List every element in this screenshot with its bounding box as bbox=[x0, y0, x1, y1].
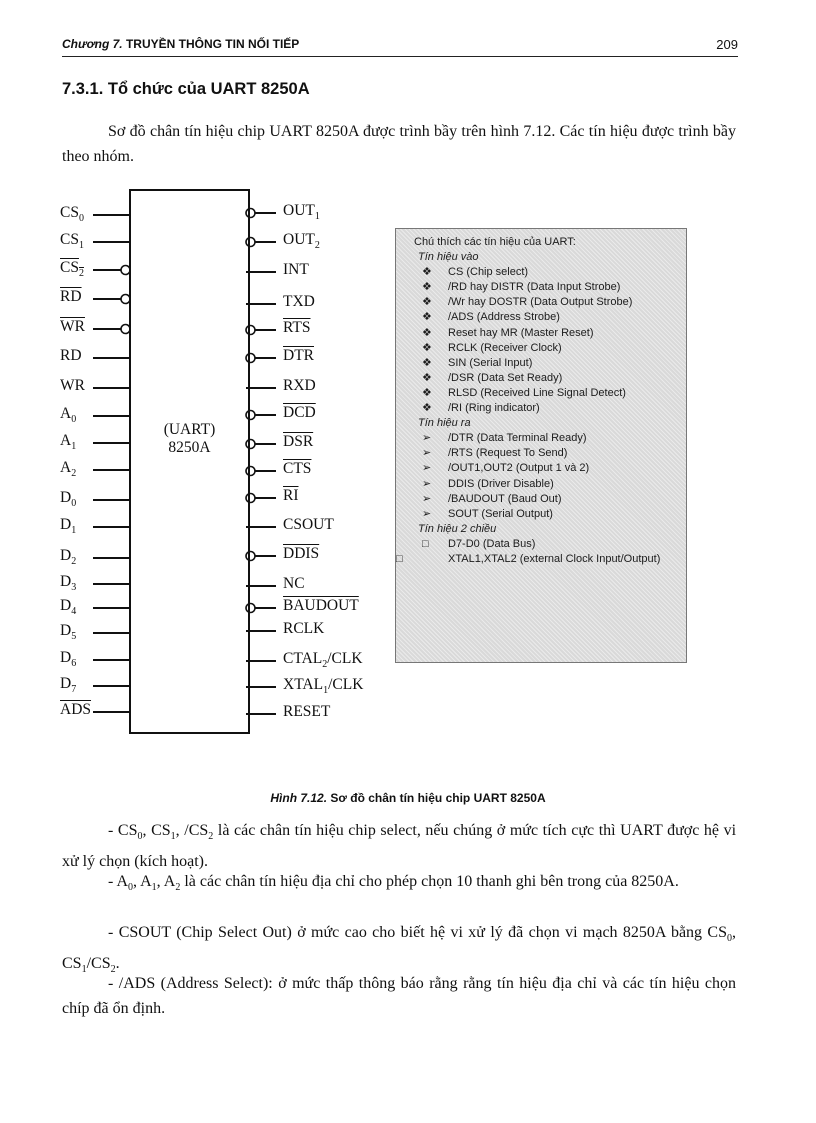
right-pin-label bbox=[283, 517, 334, 533]
pin-name: NC bbox=[283, 575, 305, 592]
left-pin-label bbox=[60, 623, 76, 645]
pin-name: D bbox=[60, 547, 72, 564]
left-pin-label bbox=[60, 517, 76, 539]
pin-subscript: 2 bbox=[78, 268, 84, 280]
left-pin-label bbox=[60, 289, 82, 305]
right-pin-label bbox=[283, 232, 320, 254]
right-pin-label bbox=[283, 677, 363, 699]
pin-name: D bbox=[60, 516, 72, 533]
caption-text: Sơ đồ chân tín hiệu chip UART 8250A bbox=[330, 791, 546, 805]
legend-bullet-icon: ❖ bbox=[422, 402, 432, 415]
right-pin-label bbox=[283, 651, 363, 673]
legend-text: D7-D0 (Data Bus) bbox=[448, 537, 536, 550]
legend-text: RCLK (Receiver Clock) bbox=[448, 341, 562, 354]
right-pin-label bbox=[283, 434, 313, 450]
legend-item bbox=[396, 371, 686, 386]
pin-name: WR bbox=[60, 377, 85, 394]
pin-subscript: 2 bbox=[314, 240, 320, 252]
subscript: 2 bbox=[110, 964, 116, 976]
legend-bullet-icon: ❖ bbox=[422, 371, 432, 384]
figure-caption bbox=[0, 791, 816, 805]
legend-item bbox=[396, 341, 686, 356]
legend-text: Tín hiệu 2 chiều bbox=[418, 522, 497, 535]
pin-name: D bbox=[60, 597, 72, 614]
left-pin-label bbox=[60, 319, 85, 335]
text-run: , A bbox=[133, 873, 152, 890]
left-pin-label bbox=[60, 702, 91, 718]
subscript: 0 bbox=[137, 831, 143, 843]
legend-bullet-icon: ➢ bbox=[422, 507, 432, 520]
legend-list bbox=[396, 235, 686, 567]
pin-name: A bbox=[60, 459, 72, 476]
legend-text: SOUT (Serial Output) bbox=[448, 507, 553, 520]
text-run: - CSOUT (Chip Select Out) ở mức cao cho biết hệ vi xử lý đã chọn vi mạch 8250A bằng CS bbox=[108, 924, 727, 941]
text-run: , /CS bbox=[175, 822, 209, 839]
legend-item bbox=[396, 265, 686, 280]
right-pin-label bbox=[283, 546, 319, 562]
text-run: . bbox=[115, 955, 120, 973]
chip-body bbox=[129, 189, 250, 734]
text-run: /CS bbox=[86, 955, 111, 973]
paragraph-cs bbox=[62, 818, 736, 874]
legend-group-label bbox=[396, 250, 686, 265]
legend-text: /RTS (Request To Send) bbox=[448, 447, 568, 460]
text-run: là các chân tín hiệu chip select, nếu chúng ở mức tích cực thì UART được hệ vi xử lý chọn (kích hoạt). bbox=[62, 822, 737, 871]
pin-name: A bbox=[60, 405, 72, 422]
pin-name: $\overline{DSR}$ bbox=[283, 433, 314, 450]
pin-subscript: 4 bbox=[71, 606, 77, 618]
legend-text: /BAUDOUT (Baud Out) bbox=[448, 492, 562, 505]
pin-suffix: /CLK bbox=[328, 676, 364, 693]
chip-name bbox=[131, 421, 248, 457]
page-number: 209 bbox=[716, 37, 738, 52]
right-pin-label bbox=[283, 378, 316, 394]
pin-subscript: 7 bbox=[71, 684, 77, 696]
pin-name: $\overline{DTR}$ bbox=[283, 347, 314, 364]
left-pin-label bbox=[60, 260, 84, 282]
right-pin-label bbox=[283, 405, 316, 421]
legend-bullet-icon: ❖ bbox=[422, 356, 432, 369]
pin-subscript: 3 bbox=[71, 582, 77, 594]
left-pin-label bbox=[60, 490, 76, 512]
left-pin-label bbox=[60, 598, 76, 620]
legend-bullet-icon: ➢ bbox=[422, 477, 432, 490]
pin-subscript: 2 bbox=[71, 556, 77, 568]
legend-bullet-icon: ❖ bbox=[422, 311, 432, 324]
legend-text: Chú thích các tín hiệu của UART: bbox=[414, 236, 576, 248]
legend-text: /Wr hay DOSTR (Data Output Strobe) bbox=[448, 296, 633, 309]
legend-bullet-icon: ➢ bbox=[422, 462, 432, 475]
legend-bullet-icon: □ bbox=[396, 552, 403, 565]
legend-text: /RD hay DISTR (Data Input Strobe) bbox=[448, 281, 621, 294]
pin-name: D bbox=[60, 649, 72, 666]
pin-name: CS bbox=[60, 204, 79, 221]
pin-subscript: 0 bbox=[71, 414, 77, 426]
pin-subscript: 1 bbox=[78, 240, 84, 252]
legend-item bbox=[396, 326, 686, 341]
legend-bullet-icon: ❖ bbox=[422, 281, 432, 294]
pin-name: DDIS bbox=[283, 545, 320, 562]
right-pin-label bbox=[283, 203, 320, 225]
legend-text: DDIS (Driver Disable) bbox=[448, 477, 554, 490]
pin-name: TXD bbox=[283, 293, 315, 310]
pin-name: OUT bbox=[283, 202, 315, 219]
pin-name: RD bbox=[60, 347, 82, 364]
chapter-name: TRUYỀN THÔNG TIN NỐI TIẾP bbox=[125, 37, 300, 51]
legend-text: SIN (Serial Input) bbox=[448, 356, 533, 369]
legend-bullet-icon: ❖ bbox=[422, 266, 432, 279]
legend-item bbox=[396, 492, 686, 507]
left-pin-label bbox=[60, 548, 76, 570]
pin-name: XTAL bbox=[283, 676, 324, 693]
legend-item bbox=[396, 507, 686, 522]
legend-item bbox=[396, 537, 686, 552]
pin-name: $\overline{WR}$ bbox=[60, 318, 85, 335]
legend-bullet-icon: ❖ bbox=[422, 326, 432, 339]
pin-name: RCLK bbox=[283, 620, 325, 637]
legend-text: /OUT1,OUT2 (Output 1 và 2) bbox=[448, 462, 590, 475]
pin-suffix: /CLK bbox=[327, 650, 363, 667]
legend-item bbox=[396, 446, 686, 461]
pin-name: $\overline{CS}$ bbox=[60, 259, 79, 276]
legend-title bbox=[396, 235, 686, 250]
right-pin-label bbox=[283, 461, 311, 477]
right-pin-label bbox=[283, 488, 299, 504]
subscript: 0 bbox=[128, 882, 133, 894]
legend-item bbox=[396, 477, 686, 492]
legend-item bbox=[396, 386, 686, 401]
pin-subscript: 1 bbox=[71, 525, 77, 537]
legend-item bbox=[396, 356, 686, 371]
legend-bullet-icon: ➢ bbox=[422, 447, 432, 460]
text-run: - A bbox=[108, 873, 128, 890]
legend-bullet-icon: □ bbox=[422, 537, 429, 550]
right-pin-label bbox=[283, 262, 309, 278]
text-run: , A bbox=[156, 873, 176, 890]
pin-name: D bbox=[60, 622, 72, 639]
pin-name: $\overline{RTS}$ bbox=[283, 319, 311, 336]
left-pin-label bbox=[60, 232, 84, 254]
pin-subscript: 0 bbox=[71, 498, 77, 510]
subscript: 1 bbox=[151, 882, 157, 894]
left-pin-label bbox=[60, 378, 85, 394]
caption-label: Hình 7.12. bbox=[270, 791, 328, 805]
subscript: 0 bbox=[727, 933, 732, 945]
legend-bullet-icon: ❖ bbox=[422, 386, 432, 399]
pin-subscript: 5 bbox=[71, 631, 77, 643]
pin-subscript: 2 bbox=[322, 659, 328, 671]
legend-text: Tín hiệu vào bbox=[418, 251, 479, 264]
pin-name: $\overline{DCD}$ bbox=[283, 404, 316, 421]
pin-name: $\overline{ADS}$ bbox=[60, 701, 92, 718]
text-run: là các chân tín hiệu địa chỉ cho phép chọn 10 thanh ghi bên trong của 8250A. bbox=[180, 873, 679, 890]
legend-item bbox=[396, 295, 686, 310]
chip-name-line1: (UART) bbox=[163, 421, 216, 438]
legend-text: /DSR (Data Set Ready) bbox=[448, 371, 563, 384]
left-pin-label bbox=[60, 348, 82, 364]
text-run: - CS bbox=[108, 822, 138, 839]
chip-name-line2: 8250A bbox=[168, 439, 211, 456]
pin-name: BAUDOUT bbox=[283, 597, 359, 614]
pin-name: D bbox=[60, 573, 72, 590]
left-pin-label bbox=[60, 205, 84, 227]
legend-text: /ADS (Address Strobe) bbox=[448, 311, 560, 324]
right-pin-label bbox=[283, 320, 311, 336]
signal-legend-box bbox=[395, 228, 687, 663]
right-pin-label bbox=[283, 348, 314, 364]
pin-name: CSOUT bbox=[283, 516, 334, 533]
text-run: , CS bbox=[142, 822, 171, 839]
legend-bullet-icon: ➢ bbox=[422, 492, 432, 505]
pin-name: D bbox=[60, 675, 72, 692]
right-pin-label bbox=[283, 576, 305, 592]
left-pin-label bbox=[60, 650, 76, 672]
legend-item bbox=[396, 461, 686, 476]
left-pin-label bbox=[60, 574, 76, 596]
left-pin-label bbox=[60, 433, 76, 455]
pin-name: $\overline{RI}$ bbox=[283, 487, 299, 504]
pin-name: $\overline{CTS}$ bbox=[283, 460, 312, 477]
pin-subscript: 6 bbox=[71, 658, 77, 670]
left-pin-label bbox=[60, 406, 76, 428]
legend-text: Tín hiệu ra bbox=[418, 417, 471, 430]
chapter-prefix: Chương 7. bbox=[62, 37, 123, 51]
pin-name: INT bbox=[283, 261, 309, 278]
section-heading: 7.3.1. Tổ chức của UART 8250A bbox=[62, 80, 310, 98]
legend-text: CS (Chip select) bbox=[448, 266, 529, 279]
legend-text: XTAL1,XTAL2 (external Clock Input/Output) bbox=[448, 552, 661, 565]
pin-name: CTAL bbox=[283, 650, 323, 667]
legend-item bbox=[396, 280, 686, 295]
pin-name: D bbox=[60, 489, 72, 506]
pin-name: A bbox=[60, 432, 72, 449]
pin-name: RXD bbox=[283, 377, 316, 394]
paragraph-ads: - /ADS (Address Select): ở mức thấp thông báo rằng rằng tín hiệu địa chỉ và các tín hiệu chọn chíp đã ổn định. bbox=[62, 975, 736, 1017]
pin-subscript: 1 bbox=[71, 441, 77, 453]
right-pin-label bbox=[283, 704, 330, 720]
pin-subscript: 2 bbox=[71, 468, 77, 480]
legend-text: Reset hay MR (Master Reset) bbox=[448, 326, 594, 339]
intro-paragraph: Sơ đồ chân tín hiệu chip UART 8250A được trình bầy trên hình 7.12. Các tín hiệu được trình bầy theo nhóm. bbox=[62, 123, 736, 165]
left-pin-label bbox=[60, 460, 76, 482]
right-pin-label bbox=[283, 294, 315, 310]
legend-text: /RI (Ring indicator) bbox=[448, 402, 540, 415]
legend-item bbox=[396, 401, 686, 416]
legend-item bbox=[396, 310, 686, 325]
legend-bullet-icon: ❖ bbox=[422, 341, 432, 354]
paragraph-address bbox=[62, 869, 736, 900]
pin-name: RESET bbox=[283, 703, 331, 720]
legend-item bbox=[396, 431, 686, 446]
legend-text: /DTR (Data Terminal Ready) bbox=[448, 432, 587, 445]
legend-bullet-icon: ➢ bbox=[422, 432, 432, 445]
legend-group-label bbox=[396, 416, 686, 431]
subscript: 2 bbox=[208, 831, 214, 843]
legend-item bbox=[396, 552, 686, 567]
pin-name: CS bbox=[60, 231, 79, 248]
left-pin-label bbox=[60, 676, 76, 698]
subscript: 1 bbox=[170, 831, 176, 843]
subscript: 2 bbox=[175, 882, 181, 894]
pin-subscript: 1 bbox=[314, 211, 320, 223]
subscript: 1 bbox=[81, 964, 87, 976]
legend-group-label bbox=[396, 522, 686, 537]
pin-name: $\overline{RD}$ bbox=[60, 288, 82, 305]
legend-bullet-icon: ❖ bbox=[422, 296, 432, 309]
right-pin-label bbox=[283, 621, 324, 637]
legend-text: RLSD (Received Line Signal Detect) bbox=[448, 386, 626, 399]
pin-subscript: 0 bbox=[78, 213, 84, 225]
pin-name: OUT bbox=[283, 231, 315, 248]
right-pin-label bbox=[283, 598, 359, 614]
text-run: , CS bbox=[62, 924, 736, 973]
pin-subscript: 1 bbox=[323, 685, 329, 697]
